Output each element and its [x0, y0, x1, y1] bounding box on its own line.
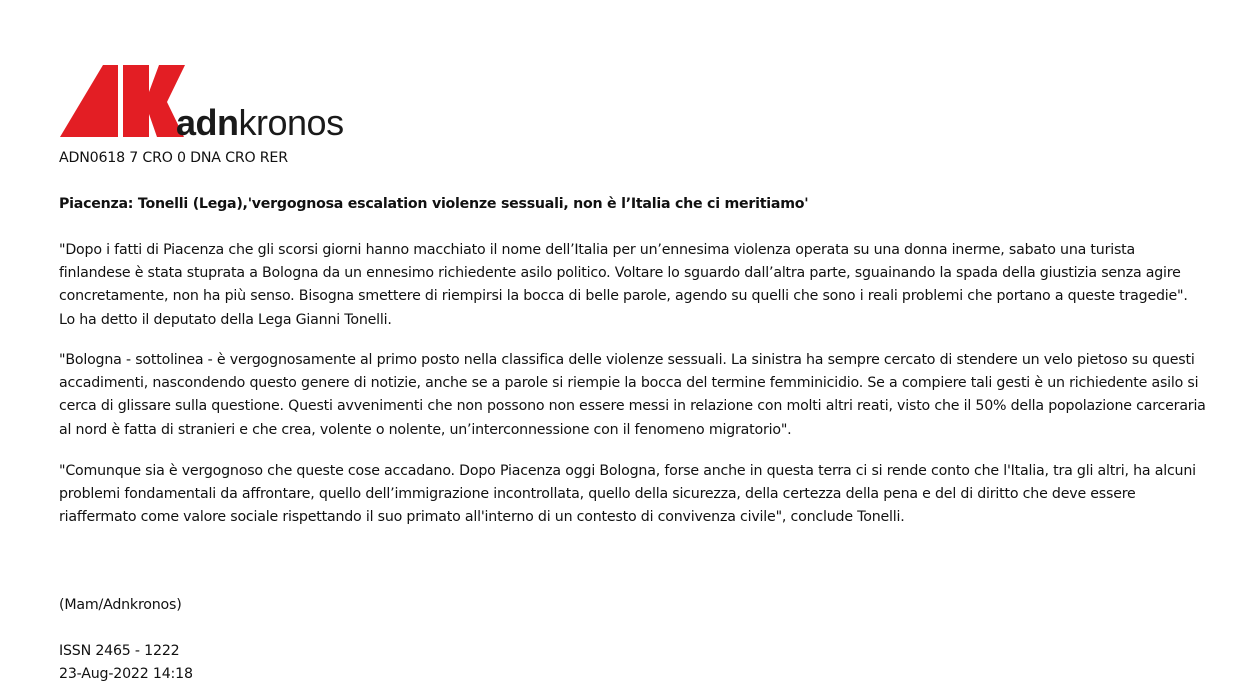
paragraph-line: "Dopo i fatti di Piacenza che gli scorsi giorni hanno macchiato il nome dell’Italia per un’ennesima violenza operata su una donna inerme, sabato una turista	[59, 242, 1135, 258]
issn-number: ISSN 2465 - 1222	[59, 643, 180, 659]
article-headline: Piacenza: Tonelli (Lega),'vergognosa escalation violenze sessuali, non è l’Italia che ci meritiamo'	[59, 196, 809, 212]
paragraph-line: concretamente, non ha più senso. Bisogna smettere di riempirsi la bocca di belle parole, agendo su quelli che sono i reali problemi che portano a queste tragedie".	[59, 288, 1188, 305]
paragraph-line: "Bologna - sottolinea - è vergognosamente al primo posto nella classifica delle violenze sessuali. La sinistra ha sempre cercato di stendere un velo pietoso su questi	[59, 352, 1195, 368]
source-credit: (Mam/Adnkronos)	[59, 597, 182, 613]
dispatch-code: ADN0618 7 CRO 0 DNA CRO RER	[59, 150, 288, 166]
paragraph-line: "Comunque sia è vergognoso che queste cose accadano. Dopo Piacenza oggi Bologna, forse anche in questa terra ci si rende conto che l'Italia, tra gli altri, ha alcuni	[59, 463, 1196, 479]
article-paragraph	[59, 239, 1188, 332]
article-paragraph	[59, 460, 1196, 530]
logo-mark-triangle	[60, 65, 118, 137]
article-paragraph	[59, 349, 1206, 442]
paragraph-line: riaffermato come valore sociale rispettando il suo primato all'interno di un contesto di convivenza civile", conclude Tonelli.	[59, 509, 905, 526]
paragraph-line: accadimenti, nascondendo questo genere di notizie, anche se a parole si riempie la bocca del termine femminicidio. Se a compiere tali gesti è un richiedente asilo si	[59, 375, 1199, 392]
paragraph-line: al nord è fatta di stranieri e che crea, volente o nolente, un’interconnessione con il fenomeno migratorio".	[59, 421, 792, 438]
paragraph-line: cerca di glissare sulla questione. Questi avvenimenti che non possono non essere messi in relazione con molti altri reati, visto che il 50% della popolazione carceraria	[59, 398, 1206, 415]
adnkronos-logo	[60, 62, 370, 140]
paragraph-line: Lo ha detto il deputato della Lega Gianni Tonelli.	[59, 311, 392, 328]
paragraph-line: problemi fondamentali da affrontare, quello dell’immigrazione incontrollata, quello della sicurezza, della certezza della pena e del di diritto che deve essere	[59, 486, 1136, 503]
paragraph-line: finlandese è stata stuprata a Bologna da un ennesimo richiedente asilo politico. Voltare lo sguardo dall’altra parte, sguainando la spada della giustizia senza agire	[59, 265, 1181, 282]
dispatch-datetime: 23-Aug-2022 14:18	[59, 666, 193, 682]
logo-wordmark: adnkronos	[176, 102, 344, 140]
